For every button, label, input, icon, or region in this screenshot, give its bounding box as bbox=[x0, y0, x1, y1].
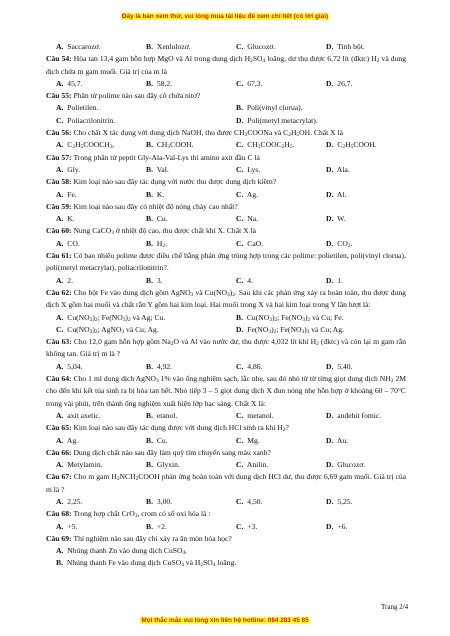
question-number: Câu 57: bbox=[46, 152, 74, 162]
answer-option bbox=[146, 78, 236, 90]
answer-option bbox=[146, 213, 236, 225]
option-letter: D. bbox=[326, 42, 334, 51]
question-stem bbox=[46, 250, 406, 275]
option-letter: A. bbox=[56, 140, 64, 150]
option-text: +2. bbox=[154, 521, 167, 531]
option-letter: D. bbox=[326, 164, 334, 174]
option-text: 4,50. bbox=[245, 496, 263, 506]
option-text: 26,7. bbox=[335, 78, 353, 88]
answer-option bbox=[46, 139, 146, 151]
option-text: Poliacrilonitrin. bbox=[65, 115, 116, 125]
answer-option bbox=[146, 459, 236, 471]
option-text: 4,92. bbox=[154, 361, 173, 371]
option-letter: B. bbox=[146, 78, 153, 88]
answer-option bbox=[46, 164, 146, 176]
answer-option bbox=[236, 139, 326, 151]
question-number: Câu 67: bbox=[46, 472, 74, 482]
option-text: 5,04. bbox=[65, 361, 83, 371]
option-letter: A. bbox=[56, 42, 64, 51]
option-letter: A. bbox=[56, 275, 64, 285]
option-letter: A. bbox=[56, 312, 64, 322]
option-text: Gly. bbox=[65, 164, 81, 174]
answer-option bbox=[146, 238, 236, 250]
preview-notice-text: Đây là bản xem thử, vui lòng mua tài liệu để xem chi tiết (có lời giải) bbox=[121, 13, 329, 20]
hotline-text: Mọi thắc mắc vui lòng xin liên hệ hotline: 084 283 45 85 bbox=[141, 617, 309, 624]
answer-option bbox=[236, 41, 326, 53]
option-letter: A. bbox=[56, 189, 64, 199]
question-text: Cho chất X tác dụng với dung dịch NaOH, thu được $CH_3COONa$ và $C_2H_5OH$. Chất X là bbox=[73, 128, 343, 139]
option-text: 2. bbox=[65, 275, 73, 285]
answer-option bbox=[236, 238, 326, 250]
option-letter: B. bbox=[146, 42, 153, 51]
option-letter: B. bbox=[146, 214, 153, 224]
answer-options-row bbox=[46, 41, 406, 53]
answer-option bbox=[146, 410, 236, 422]
question-text: Hòa tan 13,4 gam hỗn hợp MgO và Al trong dung dịch $H_2SO_4$ loãng, dư thu được 6,72 lít (đktc) $H_2$ và dung dịch chứa m gam muối. Giá trị của m là bbox=[46, 54, 406, 76]
question-text: Kim loại nào sau đây tác dụng được với dung dịch HCl sinh ra khí $H_2$? bbox=[73, 423, 289, 434]
question-stem bbox=[46, 201, 406, 213]
question-number: Câu 66: bbox=[46, 447, 74, 457]
option-text: K. bbox=[154, 189, 165, 199]
option-text: $CO_2$. bbox=[335, 238, 353, 249]
option-text: Na. bbox=[245, 214, 259, 224]
question-stem bbox=[46, 373, 406, 410]
option-text: Lys. bbox=[245, 164, 261, 174]
answer-option bbox=[46, 324, 236, 336]
option-text: anđehit fomic. bbox=[335, 410, 382, 420]
answer-option bbox=[46, 189, 146, 201]
answer-option bbox=[236, 324, 416, 336]
option-text: 3,00. bbox=[154, 496, 173, 506]
option-letter: C. bbox=[236, 140, 244, 150]
page-number: Trang 2/4 bbox=[381, 603, 409, 611]
question-text: Nung CaCO$_3$ ở nhiệt độ cao, thu được chất khí X. Chất X là bbox=[73, 226, 256, 237]
option-letter: B. bbox=[146, 238, 153, 248]
option-letter: A. bbox=[56, 78, 64, 88]
option-text: $Cu(NO_3)_2$; $Fe(NO_3)_2$ và Cu; Fe. bbox=[244, 312, 344, 323]
answer-option bbox=[46, 238, 146, 250]
answer-option bbox=[146, 41, 236, 53]
option-letter: B. bbox=[146, 189, 153, 199]
option-letter: C. bbox=[236, 78, 244, 88]
option-text: Au. bbox=[335, 435, 349, 445]
option-letter: D. bbox=[326, 496, 334, 506]
option-letter: B. bbox=[146, 521, 153, 531]
hotline-banner bbox=[0, 617, 450, 624]
option-letter: C. bbox=[236, 164, 244, 174]
answer-option bbox=[326, 521, 416, 533]
question-number: Câu 59: bbox=[46, 201, 74, 211]
answer-option bbox=[46, 459, 146, 471]
option-letter: D. bbox=[236, 115, 244, 125]
answer-options-row bbox=[46, 238, 406, 250]
answer-option bbox=[236, 78, 326, 90]
question-number: Câu 58: bbox=[46, 177, 74, 187]
answer-options-row bbox=[46, 459, 406, 471]
answer-options-row bbox=[46, 545, 406, 557]
answer-option bbox=[326, 459, 416, 471]
question-text: Trong phân tử peptit Gly-Ala-Val-Lys thì amino axit đầu C là bbox=[73, 152, 260, 162]
option-text: $CH_3COOH$. bbox=[154, 140, 194, 151]
option-text: Fe. bbox=[65, 189, 77, 199]
answer-option bbox=[236, 115, 416, 127]
option-letter: B. bbox=[236, 312, 243, 322]
answer-options-row bbox=[46, 312, 406, 324]
option-text: $Fe(NO_3)_2$; $Fe(NO_3)_3$ và Cu; Ag. bbox=[245, 324, 344, 335]
answer-options-row bbox=[46, 361, 406, 373]
option-letter: A. bbox=[56, 361, 64, 371]
question-text: Cho m gam $H_2NCH_2COOH$ phản ứng hoàn toàn với dung dịch HCl dư, thu được 6,69 gam muối. Giá trị của m là ? bbox=[46, 472, 406, 494]
answer-option bbox=[46, 410, 146, 422]
option-letter: C. bbox=[236, 275, 244, 285]
option-letter: D. bbox=[326, 214, 334, 224]
answer-option bbox=[326, 78, 416, 90]
option-letter: D. bbox=[326, 189, 334, 199]
answer-option bbox=[46, 557, 236, 569]
option-letter: C. bbox=[236, 238, 244, 248]
option-letter: D. bbox=[326, 275, 334, 285]
option-text: Glucozơ. bbox=[335, 460, 366, 470]
answer-options-row bbox=[46, 139, 406, 151]
question-stem bbox=[46, 471, 406, 496]
option-text: W. bbox=[335, 214, 346, 224]
option-letter: A. bbox=[56, 238, 64, 248]
option-letter: C. bbox=[236, 496, 244, 506]
option-text: Ala. bbox=[335, 164, 350, 174]
option-letter: B. bbox=[146, 460, 153, 470]
option-text: 67,3. bbox=[245, 78, 263, 88]
option-letter: D. bbox=[326, 460, 334, 470]
option-text: +6. bbox=[335, 521, 348, 531]
answer-options-row bbox=[46, 435, 406, 447]
option-letter: A. bbox=[56, 214, 64, 224]
answer-option bbox=[326, 435, 416, 447]
option-text: Tinh bột. bbox=[335, 42, 365, 51]
question-number: Câu 63: bbox=[46, 337, 74, 347]
answer-options-row bbox=[46, 102, 406, 114]
option-text: Saccarozơ. bbox=[65, 42, 101, 51]
option-letter: B. bbox=[146, 435, 153, 445]
answer-options-row bbox=[46, 189, 406, 201]
option-text: Glucozơ. bbox=[245, 42, 276, 51]
option-text: Xenlulozơ. bbox=[154, 42, 191, 51]
answer-option bbox=[46, 435, 146, 447]
option-letter: D. bbox=[326, 361, 334, 371]
answer-option bbox=[236, 189, 326, 201]
option-letter: B. bbox=[146, 361, 153, 371]
option-text: $H_2$. bbox=[154, 238, 167, 249]
option-text: +5. bbox=[65, 521, 78, 531]
answer-option bbox=[236, 102, 416, 114]
option-letter: D. bbox=[326, 521, 334, 531]
question-stem bbox=[46, 508, 406, 520]
option-text: $CH_3COOC_2H_5$. bbox=[245, 140, 295, 151]
question-stem bbox=[46, 447, 406, 459]
answer-options-row bbox=[46, 115, 406, 127]
answer-option bbox=[236, 164, 326, 176]
question-number: Câu 62: bbox=[46, 287, 74, 297]
question-stem bbox=[46, 225, 406, 237]
option-text: etanol. bbox=[154, 410, 178, 420]
answer-option bbox=[236, 521, 326, 533]
option-text: 4,86. bbox=[245, 361, 263, 371]
option-text: Ag. bbox=[245, 189, 259, 199]
question-stem bbox=[46, 533, 406, 545]
question-text: Cho 12,0 gam hỗn hợp gồm $Na_2O$ và Al vào nước dư, thu được 4,032 lít khí $H_2$ (đktc) và còn lại m gam rắn không tan. Giá trị m là ? bbox=[46, 337, 406, 359]
question-number: Câu 56: bbox=[46, 128, 74, 138]
option-text: Metylamin. bbox=[65, 460, 103, 470]
answer-option bbox=[146, 521, 236, 533]
question-text: Có bao nhiêu polime được điều chế bằng phản ứng trùng hợp trong các polime: polietilen, poli(vinyl clorua), poli(metyl metacrylat), poliacrilonitrin?. bbox=[46, 251, 406, 273]
question-number: Câu 68: bbox=[46, 509, 74, 519]
answer-option bbox=[326, 41, 416, 53]
answer-option bbox=[326, 139, 416, 151]
answer-option bbox=[326, 213, 416, 225]
answer-options-row bbox=[46, 213, 406, 225]
option-text: Polietilen. bbox=[65, 103, 99, 113]
option-letter: A. bbox=[56, 496, 64, 506]
option-text: 45,7. bbox=[65, 78, 83, 88]
answer-option bbox=[46, 361, 146, 373]
answer-options-row bbox=[46, 410, 406, 422]
question-number: Câu 65: bbox=[46, 423, 74, 433]
answer-option bbox=[326, 189, 416, 201]
answer-option bbox=[236, 496, 326, 508]
question-text: Cho bột Fe vào dung dịch gồm AgNO$_3$ và $Cu(NO_3)_2$. Sau khi các phản ứng xảy ra hoàn toàn, thu được dung dịch X gồm hai muối và chất rắn Y gồm hai kim loại. Hai muối trong X và hai kim loại trong Y lần lượt là: bbox=[46, 287, 406, 310]
option-letter: A. bbox=[56, 521, 64, 531]
option-text: $Cu(NO_3)_2$; AgNO$_3$ và Cu; Ag. bbox=[65, 324, 159, 335]
option-text: CO. bbox=[65, 238, 80, 248]
question-text: Kim loại nào sau đây tác dụng với nước thu được dung dịch kiềm? bbox=[73, 177, 277, 187]
answer-option bbox=[236, 361, 326, 373]
question-stem bbox=[46, 90, 406, 102]
option-letter: B. bbox=[146, 275, 153, 285]
answer-option bbox=[146, 435, 236, 447]
answer-option bbox=[46, 496, 146, 508]
answer-option bbox=[236, 435, 326, 447]
option-letter: A. bbox=[56, 410, 64, 420]
option-letter: C. bbox=[56, 115, 64, 125]
option-text: $C_2H_5COOCH_3$. bbox=[65, 140, 115, 151]
option-letter: B. bbox=[146, 140, 153, 150]
option-letter: D. bbox=[326, 410, 334, 420]
option-text: +3. bbox=[245, 521, 258, 531]
option-text: 2,25. bbox=[65, 496, 83, 506]
option-letter: C. bbox=[56, 324, 64, 334]
answer-option bbox=[146, 164, 236, 176]
answer-option bbox=[326, 164, 416, 176]
option-letter: A. bbox=[56, 164, 64, 174]
option-text: CaO. bbox=[245, 238, 264, 248]
option-text: Nhúng thanh Fe vào dung dịch CuSO$_4$ và $H_2SO_4$ loãng. bbox=[64, 558, 237, 569]
option-letter: C. bbox=[236, 435, 244, 445]
answer-option bbox=[46, 312, 236, 324]
option-letter: D. bbox=[326, 238, 334, 248]
question-stem bbox=[46, 53, 406, 78]
answer-option bbox=[46, 213, 146, 225]
option-text: Ag. bbox=[65, 435, 79, 445]
option-text: 4. bbox=[245, 275, 253, 285]
answer-option bbox=[146, 361, 236, 373]
option-text: Cu. bbox=[154, 435, 168, 445]
option-text: 58,2. bbox=[154, 78, 173, 88]
option-letter: C. bbox=[236, 410, 244, 420]
option-letter: D. bbox=[236, 324, 244, 334]
option-text: Anilin. bbox=[245, 460, 269, 470]
answer-option bbox=[236, 213, 326, 225]
answer-option bbox=[236, 312, 416, 324]
question-text: Kim loại nào sau đây có nhiệt độ nóng chảy cao nhất? bbox=[73, 201, 238, 211]
option-text: Poli(metyl metacrylat). bbox=[245, 115, 318, 125]
answer-options-row bbox=[46, 521, 406, 533]
question-number: Câu 69: bbox=[46, 533, 74, 543]
option-text: $C_2H_5COOH$. bbox=[335, 140, 377, 151]
option-text: Poli(vinyl clorua). bbox=[244, 103, 303, 113]
answer-option bbox=[46, 102, 236, 114]
question-text: Dung dịch chất nào sau đây làm quỳ tím chuyển sang màu xanh? bbox=[73, 447, 271, 457]
option-letter: B. bbox=[56, 558, 63, 568]
question-stem bbox=[46, 152, 406, 164]
answer-option bbox=[46, 545, 187, 557]
question-stem bbox=[46, 336, 406, 361]
question-text: Phân tử polime nào sau đây có chứa nitơ? bbox=[73, 91, 201, 101]
option-text: Mg. bbox=[245, 435, 260, 445]
option-text: Cu. bbox=[154, 214, 168, 224]
option-text: metanol. bbox=[245, 410, 274, 420]
answer-option bbox=[46, 78, 146, 90]
answer-option bbox=[326, 410, 416, 422]
option-letter: A. bbox=[56, 546, 64, 556]
option-text: 5,25. bbox=[335, 496, 353, 506]
option-letter: D. bbox=[326, 140, 334, 150]
option-letter: C. bbox=[236, 460, 244, 470]
option-letter: C. bbox=[236, 214, 244, 224]
option-text: Glyxin. bbox=[154, 460, 180, 470]
answer-option bbox=[46, 115, 236, 127]
option-letter: D. bbox=[326, 78, 334, 88]
answer-option bbox=[46, 275, 146, 287]
option-letter: C. bbox=[236, 521, 244, 531]
option-letter: A. bbox=[56, 435, 64, 445]
answer-option bbox=[326, 275, 416, 287]
question-text: Trong hợp chất CrO$_3$, crom có số oxi hóa là : bbox=[73, 509, 211, 520]
question-number: Câu 61: bbox=[46, 251, 74, 261]
question-number: Câu 64: bbox=[46, 374, 74, 384]
answer-option bbox=[146, 496, 236, 508]
answer-option bbox=[46, 41, 146, 53]
answer-option bbox=[46, 521, 146, 533]
answer-options-row bbox=[46, 275, 406, 287]
option-text: Nhúng thanh Zn vào dung dịch CuSO$_4$. bbox=[65, 546, 188, 557]
answer-option bbox=[326, 496, 416, 508]
option-text: 1. bbox=[335, 275, 343, 285]
option-letter: B. bbox=[146, 410, 153, 420]
question-stem bbox=[46, 422, 406, 434]
option-text: K. bbox=[65, 214, 75, 224]
answer-option bbox=[326, 238, 416, 250]
option-text: Val. bbox=[154, 164, 169, 174]
question-text: Cho 1 ml dung dịch AgNO$_3$ 1% vào ống nghiệm sạch, lắc nhẹ, sau đó nhỏ từ từ từng giọt dung dịch $NH_3$ 2M cho đến khi kết tủa sinh ra bị hòa tan hết. Nhỏ tiếp 3 – 5 giọt dung dịch X đun nóng nhẹ hỗn hợp ở khoảng 60 – 70°C trong vài phút, trên thành ống nghiệm xuất hiện lớp bạc sáng. Chất X là: bbox=[46, 374, 406, 408]
answer-options-row bbox=[46, 496, 406, 508]
question-stem bbox=[46, 176, 406, 188]
option-letter: C. bbox=[236, 361, 244, 371]
answer-option bbox=[326, 361, 416, 373]
option-text: axit axetic. bbox=[65, 410, 101, 420]
option-letter: A. bbox=[56, 103, 64, 113]
answer-option bbox=[146, 139, 236, 151]
question-number: Câu 55: bbox=[46, 91, 74, 101]
answer-option bbox=[236, 275, 326, 287]
answer-option bbox=[146, 275, 236, 287]
answer-options-row bbox=[46, 78, 406, 90]
preview-notice-banner bbox=[0, 13, 450, 20]
option-letter: B. bbox=[146, 496, 153, 506]
answer-option bbox=[236, 410, 326, 422]
exam-questions bbox=[46, 41, 406, 570]
option-letter: A. bbox=[56, 460, 64, 470]
answer-options-row bbox=[46, 557, 406, 569]
option-letter: B. bbox=[146, 164, 153, 174]
question-stem bbox=[46, 287, 406, 312]
option-letter: C. bbox=[236, 189, 244, 199]
option-text: 3. bbox=[154, 275, 163, 285]
option-text: Al. bbox=[335, 189, 347, 199]
answer-options-row bbox=[46, 164, 406, 176]
option-text: 5,40. bbox=[335, 361, 353, 371]
answer-option bbox=[236, 459, 326, 471]
option-letter: B. bbox=[236, 103, 243, 113]
answer-options-row bbox=[46, 324, 406, 336]
question-number: Câu 60: bbox=[46, 226, 74, 236]
question-stem bbox=[46, 127, 406, 139]
option-letter: C. bbox=[236, 42, 244, 51]
option-text: $Cu(NO_3)_2$; $Fe(NO_3)_2$ và Ag; Cu. bbox=[65, 312, 166, 323]
question-text: Thí nghiệm nào sau đây chỉ xảy ra ăn mòn hóa học? bbox=[73, 533, 232, 543]
answer-option bbox=[146, 189, 236, 201]
question-number: Câu 54: bbox=[46, 54, 74, 64]
option-letter: D. bbox=[326, 435, 334, 445]
